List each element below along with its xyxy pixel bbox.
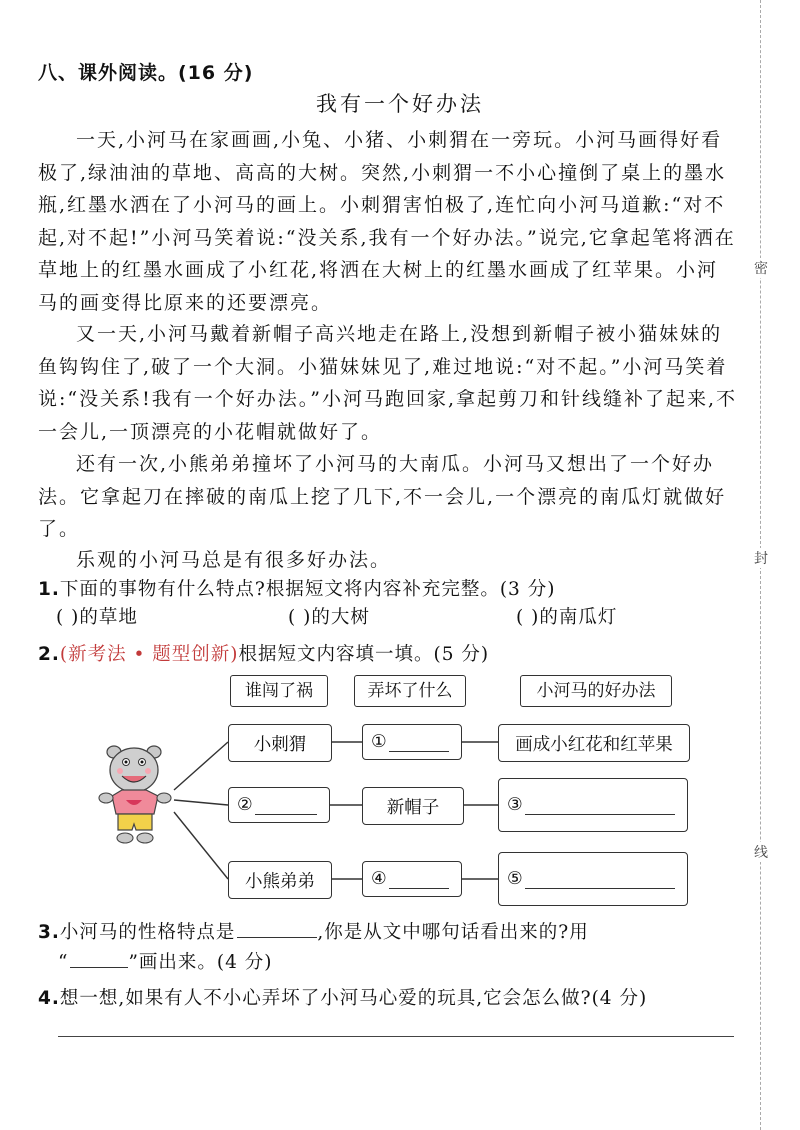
side-mark-xian: 线 <box>754 842 768 862</box>
question-4-answer-line[interactable] <box>58 1036 734 1037</box>
hippo-illustration <box>96 740 186 850</box>
cell-answer-2[interactable] <box>228 787 330 823</box>
question-3-number: 3. <box>38 922 60 943</box>
question-1-number: 1. <box>38 579 60 600</box>
question-3-underline-sample <box>70 949 128 968</box>
question-3-text-c: ”画出来。(4 分) <box>128 952 273 973</box>
answer-4-line <box>389 870 449 889</box>
blank-pumpkin-lamp[interactable]: ( )的南瓜灯 <box>516 607 618 628</box>
cell-answer-5[interactable] <box>498 852 688 906</box>
answer-1-line <box>389 733 449 752</box>
answer-1-marker: ① <box>371 732 387 752</box>
question-2-tag: (新考法 • 题型创新) <box>59 644 239 665</box>
story-title: 我有一个好办法 <box>316 92 484 116</box>
cell-answer-4[interactable] <box>362 861 462 897</box>
question-1-text: 下面的事物有什么特点?根据短文将内容补充完整。(3 分) <box>59 579 556 600</box>
cell-answer-3[interactable] <box>498 778 688 832</box>
question-4-number: 4. <box>38 988 60 1009</box>
answer-3-marker: ③ <box>507 795 523 815</box>
answer-5-marker: ⑤ <box>507 869 523 889</box>
header-solution: 小河马的好办法 <box>520 675 672 707</box>
story-paragraph-3: 还有一次,小熊弟弟撞坏了小河马的大南瓜。小河马又想出了一个好办法。它拿起刀在摔破的南瓜上挖了几下,不一会儿,一个漂亮的南瓜灯就做好了。 <box>38 453 727 540</box>
question-3-quote-open: “ <box>58 952 69 973</box>
answer-5-line <box>525 870 675 889</box>
answer-3-line <box>525 796 675 815</box>
blank-grass[interactable]: ( )的草地 <box>56 607 138 628</box>
story-paragraph-2: 又一天,小河马戴着新帽子高兴地走在路上,没想到新帽子被小猫妹妹的鱼钩钩住了,破了一个大洞。小猫妹妹见了,难过地说:“对不起。”小河马笑着说:“没关系!我有一个好办法。”小河马跑回家,拿起剪刀和针线缝补了起来,不一会儿,一顶漂亮的小花帽就做好了。 <box>38 323 738 443</box>
question-4-text: 想一想,如果有人不小心弄坏了小河马心爱的玩具,它会怎么做?(4 分) <box>59 988 648 1009</box>
question-3-trait-blank[interactable] <box>237 919 317 938</box>
side-mark-feng: 封 <box>754 548 768 568</box>
question-4 <box>38 984 647 1010</box>
answer-4-marker: ④ <box>371 869 387 889</box>
side-mark-mi: 密 <box>754 258 768 278</box>
cell-flowers-apples: 画成小红花和红苹果 <box>498 724 690 762</box>
question-2-number: 2. <box>38 644 60 665</box>
blank-tree[interactable]: ( )的大树 <box>288 607 370 628</box>
question-3-text-b: ,你是从文中哪句话看出来的?用 <box>317 922 589 943</box>
cell-little-bear: 小熊弟弟 <box>228 861 332 899</box>
cell-new-hat: 新帽子 <box>362 787 464 825</box>
section-title: 八、课外阅读。(16 分) <box>38 62 254 84</box>
question-3-line-2 <box>58 948 273 974</box>
story-paragraph-4: 乐观的小河马总是有很多好办法。 <box>76 549 392 571</box>
answer-2-marker: ② <box>237 795 253 815</box>
question-3 <box>38 918 589 944</box>
header-broken-item: 弄坏了什么 <box>354 675 466 707</box>
question-3-text-a: 小河马的性格特点是 <box>59 922 236 943</box>
header-culprit: 谁闯了祸 <box>230 675 328 707</box>
cell-hedgehog: 小刺猬 <box>228 724 332 762</box>
cell-answer-1[interactable] <box>362 724 462 760</box>
question-2-text: 根据短文内容填一填。(5 分) <box>238 644 490 665</box>
answer-2-line <box>255 796 317 815</box>
story-paragraph-1: 一天,小河马在家画画,小兔、小猪、小刺猬在一旁玩。小河马画得好看极了,绿油油的草地、高高的大树。突然,小刺猬一不小心撞倒了桌上的墨水瓶,红墨水洒在了小河马的画上。小刺猬害怕极了,连忙向小河马道歉:“对不起,对不起!”小河马笑着说:“没关系,我有一个好办法。”说完,它拿起笔将洒在草地上的红墨水画成了小红花,将洒在大树上的红墨水画成了红苹果。小河马的画变得比原来的还要漂亮。 <box>38 129 736 314</box>
